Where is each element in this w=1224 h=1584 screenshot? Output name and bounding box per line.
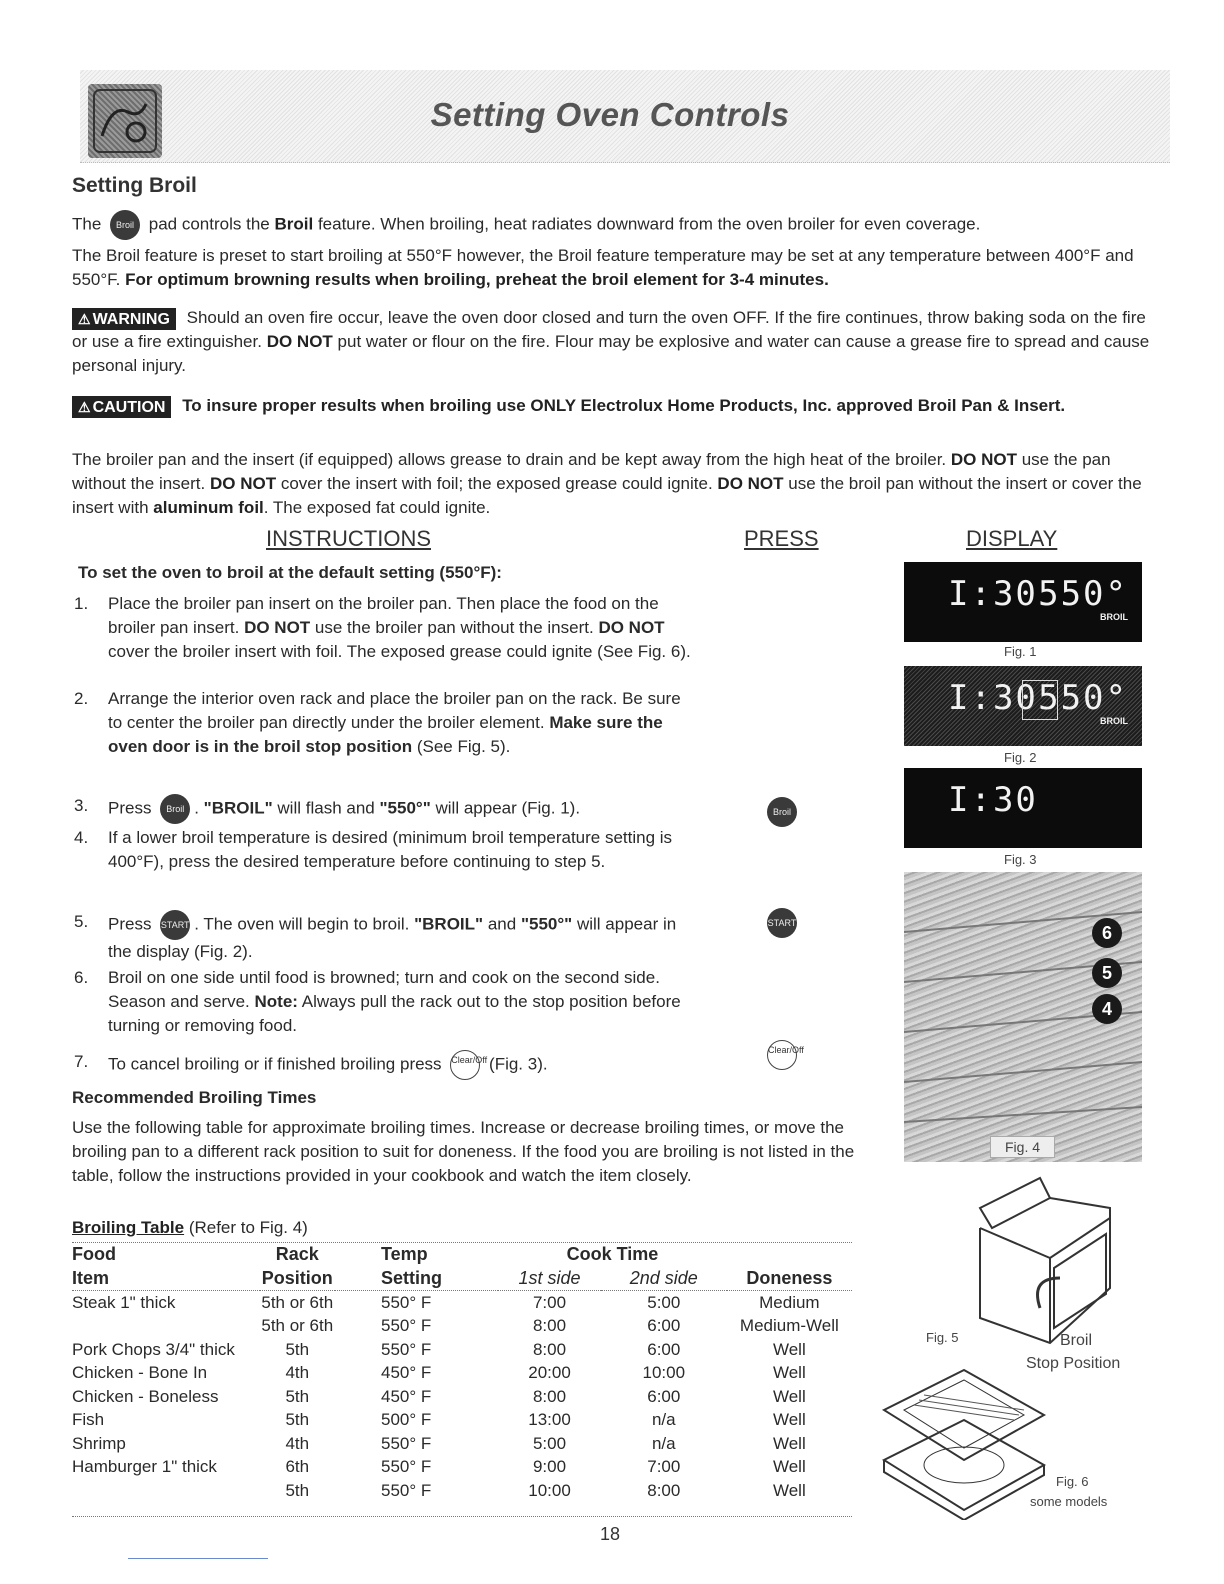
clear-off-pad-icon: Clear/Off bbox=[450, 1050, 480, 1080]
step-do-not: DO NOT bbox=[598, 618, 665, 637]
display-temp: 550° bbox=[1038, 574, 1128, 614]
display-time: I:30 bbox=[948, 780, 1038, 820]
display-time: I:30 bbox=[948, 574, 1038, 614]
intro-text: The bbox=[72, 214, 102, 234]
step-bold: Make sure the oven door is in the broil stop position bbox=[108, 713, 663, 756]
step-2 bbox=[74, 687, 694, 759]
broiler-pan-illustration bbox=[874, 1360, 1054, 1520]
table-cell: 550° F bbox=[381, 1339, 432, 1359]
rack-position-5-badge: 5 bbox=[1092, 958, 1122, 988]
broiling-table-body bbox=[72, 1291, 852, 1503]
step-text-part: Place the broiler pan insert on the broiler pan. Then place the food on the broiler pan insert. bbox=[108, 594, 659, 637]
step-text-part: . The oven will begin to broil. bbox=[194, 914, 410, 934]
step-6 bbox=[74, 966, 694, 1038]
step-number: 7. bbox=[74, 1052, 89, 1071]
step-text bbox=[108, 794, 694, 824]
table-header-cell: 1st side bbox=[518, 1267, 581, 1288]
step-text-part: cover the broiler insert with foil. The exposed grease could ignite (See Fig. 6). bbox=[108, 642, 691, 661]
step-number: 4. bbox=[74, 828, 89, 847]
display-mode: BROIL bbox=[1100, 716, 1128, 726]
step-text-part: (Fig. 3). bbox=[489, 1054, 548, 1074]
step-text: If a lower broil temperature is desired (minimum broil temperature setting is 400°F), press the desired temperature before continuing to step 5. bbox=[108, 828, 673, 871]
step-text bbox=[108, 592, 694, 664]
table-header-cell: Item bbox=[72, 1267, 110, 1288]
table-cell: 500° F bbox=[381, 1410, 432, 1430]
step-4 bbox=[74, 826, 694, 874]
table-cell: 5:00 bbox=[647, 1292, 681, 1312]
warning-text: Should an oven fire occur, leave the oven door closed and turn the oven OFF. If the fire continues, throw baking soda on the fire or use a fire extinguisher. bbox=[72, 308, 1146, 351]
table-row bbox=[72, 1315, 852, 1339]
table-cell: 5th or 6th bbox=[261, 1292, 334, 1312]
table-cell: 7:00 bbox=[647, 1457, 681, 1477]
table-cell: 6:00 bbox=[647, 1339, 681, 1359]
table-cell bbox=[72, 1479, 260, 1503]
table-cell: Well bbox=[772, 1363, 806, 1383]
clear-off-pad-icon: Clear/Off bbox=[767, 1040, 797, 1070]
step-text bbox=[108, 1050, 694, 1080]
column-header-press: PRESS bbox=[744, 526, 819, 551]
table-row bbox=[72, 1432, 852, 1456]
fig-2-caption: Fig. 2 bbox=[1004, 750, 1037, 765]
step-text-part: will appear in the display (Fig. 2). bbox=[108, 914, 677, 961]
table-cell: Chicken - Bone In bbox=[72, 1363, 208, 1383]
pan-text: cover the insert with foil; the exposed grease could ignite. bbox=[280, 474, 713, 493]
start-pad-icon: START bbox=[767, 908, 797, 938]
step-text-part: and bbox=[487, 914, 517, 934]
page-title: Setting Oven Controls bbox=[430, 96, 790, 133]
table-cell: Well bbox=[772, 1410, 806, 1430]
table-cell: n/a bbox=[651, 1433, 676, 1453]
table-cell: Well bbox=[772, 1386, 806, 1406]
step-text bbox=[108, 966, 694, 1038]
step-text bbox=[108, 687, 694, 759]
step-text-part: Press bbox=[108, 914, 152, 934]
table-cell: 8:00 bbox=[532, 1386, 567, 1406]
table-cell: 8:00 bbox=[532, 1316, 567, 1336]
table-header-cell: 2nd side bbox=[629, 1267, 698, 1288]
instructions-subtitle: To set the oven to broil at the default setting (550°F): bbox=[78, 563, 502, 582]
pan-do-not: DO NOT bbox=[209, 474, 277, 493]
column-header-instructions: INSTRUCTIONS bbox=[266, 526, 431, 551]
table-cell: Well bbox=[772, 1339, 806, 1359]
pan-aluminum-foil: aluminum foil bbox=[153, 498, 264, 517]
table-header-cell bbox=[727, 1243, 852, 1267]
step-1 bbox=[74, 592, 694, 664]
table-cell: Medium bbox=[759, 1292, 820, 1312]
table-cell: Shrimp bbox=[72, 1433, 126, 1453]
step-text-part: Arrange the interior oven rack and place the broiler pan on the rack. Be sure to center the broiler pan directly under the broiler element. bbox=[108, 689, 681, 732]
caution-triangle-icon: ⚠ bbox=[78, 398, 91, 415]
table-cell: Fish bbox=[72, 1410, 105, 1430]
step-do-not: DO NOT bbox=[244, 618, 311, 637]
intro-text: pad controls the bbox=[148, 214, 270, 234]
table-cell: 4th bbox=[285, 1363, 310, 1383]
broiler-pan-paragraph bbox=[72, 448, 1152, 520]
table-row bbox=[72, 1338, 852, 1362]
table-cell: 8:00 bbox=[647, 1480, 681, 1500]
step-text-part: . bbox=[194, 798, 204, 818]
table-cell: Hamburger 1" thick bbox=[72, 1457, 217, 1477]
table-cell: 5:00 bbox=[532, 1433, 567, 1453]
display-fig-2 bbox=[904, 666, 1142, 746]
table-bottom-rule bbox=[72, 1516, 852, 1517]
table-cell: 6th bbox=[285, 1457, 310, 1477]
step-bold: "550°" bbox=[520, 914, 573, 934]
table-cell: Steak 1" thick bbox=[72, 1292, 176, 1312]
broil-pad-icon: Broil bbox=[767, 797, 797, 827]
table-header-cell: Cook Time bbox=[566, 1244, 659, 1265]
intro-bold-preheat: For optimum browning results when broiling, preheat the broil element for 3-4 minutes. bbox=[125, 270, 829, 289]
step-number: 5. bbox=[74, 912, 89, 931]
table-cell: Well bbox=[772, 1433, 806, 1453]
table-cell: 450° F bbox=[381, 1386, 432, 1406]
oven-hand-icon bbox=[88, 84, 162, 158]
intro-bold-broil: Broil bbox=[274, 214, 314, 234]
step-text-part: will flash and bbox=[277, 798, 375, 818]
table-title-row bbox=[72, 1216, 572, 1240]
table-row bbox=[72, 1456, 852, 1480]
table-cell: Pork Chops 3/4" thick bbox=[72, 1339, 235, 1359]
step-text-part: Always pull the rack out to the stop position before turning or removing food. bbox=[108, 992, 681, 1035]
table-cell: 4th bbox=[285, 1433, 310, 1453]
display-time: I:30 bbox=[948, 678, 1038, 718]
step-bold: "BROIL" bbox=[414, 914, 484, 934]
step-number: 6. bbox=[74, 968, 89, 987]
pan-do-not: DO NOT bbox=[717, 474, 784, 493]
warning-text: put water or flour on the fire. Flour may be explosive and water can cause a grease fire to spread and cause personal injury. bbox=[72, 332, 1150, 375]
fig-5-label-broil: Broil bbox=[1060, 1332, 1093, 1349]
display-fig-1 bbox=[904, 562, 1142, 642]
table-cell: 450° F bbox=[381, 1363, 432, 1383]
step-bold: "550°" bbox=[379, 798, 431, 818]
table-row bbox=[72, 1409, 852, 1433]
table-header-cell: Doneness bbox=[746, 1267, 833, 1288]
table-cell: 5th or 6th bbox=[261, 1316, 334, 1336]
broil-pad-icon: Broil bbox=[160, 794, 190, 824]
table-cell: 5th bbox=[285, 1410, 310, 1430]
table-header-cell: Food bbox=[72, 1244, 116, 1265]
table-cell: 550° F bbox=[381, 1457, 432, 1477]
rack-position-6-badge: 6 bbox=[1092, 918, 1122, 948]
fig-5-caption: Fig. 5 bbox=[926, 1330, 959, 1345]
warning-badge bbox=[72, 308, 176, 330]
intro-text: The Broil feature is preset to start broiling at 550°F however, the Broil feature temperature may be set at any temperature between 400°F and 550°F. bbox=[72, 246, 1134, 289]
table-header-row-2 bbox=[72, 1267, 852, 1291]
step-5 bbox=[74, 910, 694, 964]
table-header-row-1 bbox=[72, 1243, 852, 1267]
step-bold: "BROIL" bbox=[203, 798, 273, 818]
table-cell: 5th bbox=[285, 1386, 310, 1406]
table-cell: 550° F bbox=[381, 1433, 432, 1453]
table-row bbox=[72, 1362, 852, 1386]
caution-badge bbox=[72, 396, 171, 418]
pan-text: use the pan without the insert. bbox=[72, 450, 1111, 493]
intro-text: feature. When broiling, heat radiates downward from the oven broiler for even coverage. bbox=[317, 214, 981, 234]
fig-4-caption: Fig. 4 bbox=[990, 1136, 1055, 1158]
rack-position-4-badge: 4 bbox=[1092, 994, 1122, 1024]
section-title: Setting Broil bbox=[72, 174, 197, 197]
table-header-cell: Position bbox=[261, 1267, 333, 1288]
table-cell: 10:00 bbox=[528, 1480, 571, 1500]
table-cell: 5th bbox=[285, 1339, 310, 1359]
table-row bbox=[72, 1385, 852, 1409]
recommended-text: Use the following table for approximate broiling times. Increase or decrease broiling times, or move the broiling pan to a different rack position to suit for doneness. If the food you are broiling is not listed in the table, follow the instructions provided in your cookbook and watch the item closely. bbox=[72, 1118, 855, 1185]
display-mode: BROIL bbox=[1100, 612, 1128, 622]
table-header-cell: Temp bbox=[381, 1244, 428, 1265]
table-title: Broiling Table bbox=[72, 1218, 185, 1237]
intro-paragraph-1 bbox=[72, 210, 1152, 240]
table-cell: 9:00 bbox=[532, 1457, 567, 1477]
table-cell: Well bbox=[772, 1457, 806, 1477]
table-cell: n/a bbox=[651, 1410, 676, 1430]
step-text-part: use the broiler pan without the insert. bbox=[314, 618, 594, 637]
table-cell: 10:00 bbox=[642, 1363, 686, 1383]
fig-3-caption: Fig. 3 bbox=[1004, 852, 1037, 867]
step-3 bbox=[74, 794, 694, 824]
step-number: 2. bbox=[74, 689, 89, 708]
table-cell: Chicken - Boneless bbox=[72, 1386, 219, 1406]
step-text bbox=[108, 910, 694, 964]
step-text-part: (See Fig. 5). bbox=[416, 737, 511, 756]
table-cell: 7:00 bbox=[532, 1292, 567, 1312]
recommended-title: Recommended Broiling Times bbox=[72, 1088, 317, 1107]
caution-paragraph bbox=[72, 394, 1152, 418]
table-cell: Well bbox=[772, 1480, 806, 1500]
table-cell: 550° F bbox=[381, 1480, 432, 1500]
table-cell: 5th bbox=[285, 1480, 310, 1500]
caution-badge-label: CAUTION bbox=[92, 398, 166, 416]
pan-text: use the broil pan without the insert or cover the insert with bbox=[72, 474, 1142, 517]
step-text-part: Broil on one side until food is browned; turn and cook on the second side. Season and serve. bbox=[108, 968, 660, 1011]
fig-1-caption: Fig. 1 bbox=[1004, 644, 1037, 659]
fig-5-label-stop-position: Stop Position bbox=[1026, 1355, 1121, 1372]
step-bold: Note: bbox=[254, 992, 298, 1011]
range-broil-stop-illustration bbox=[970, 1168, 1120, 1346]
table-cell: 6:00 bbox=[647, 1316, 681, 1336]
table-cell: 20:00 bbox=[528, 1363, 571, 1383]
table-cell: 13:00 bbox=[528, 1410, 571, 1430]
step-number: 1. bbox=[74, 594, 89, 613]
display-fig-3 bbox=[904, 768, 1142, 848]
table-reference: (Refer to Fig. 4) bbox=[188, 1218, 308, 1237]
display-temp: 550° bbox=[1038, 678, 1128, 718]
page-number: 18 bbox=[600, 1524, 621, 1544]
table-row bbox=[72, 1291, 852, 1315]
table-header-cell: Rack bbox=[275, 1244, 319, 1265]
warning-paragraph bbox=[72, 306, 1152, 378]
table-header-cell: Setting bbox=[381, 1267, 442, 1288]
oven-hand-icon-graphic bbox=[88, 84, 162, 158]
warning-do-not: DO NOT bbox=[266, 332, 333, 351]
warning-badge-label: WARNING bbox=[92, 310, 170, 328]
step-7 bbox=[74, 1050, 694, 1080]
fig-6-caption: Fig. 6 bbox=[1056, 1474, 1089, 1489]
intro-paragraph-2 bbox=[72, 244, 1152, 292]
broil-pad-icon: Broil bbox=[110, 210, 140, 240]
table-cell: 6:00 bbox=[647, 1386, 681, 1406]
pan-text: . The exposed fat could ignite. bbox=[263, 498, 491, 517]
warning-triangle-icon: ⚠ bbox=[78, 310, 91, 327]
pan-do-not: DO NOT bbox=[950, 450, 1017, 469]
start-pad-icon: START bbox=[160, 910, 190, 940]
broiling-table bbox=[72, 1243, 852, 1503]
step-text-part: Press bbox=[108, 798, 152, 818]
table-row bbox=[72, 1479, 852, 1503]
table-cell: 550° F bbox=[381, 1292, 432, 1312]
column-header-display: DISPLAY bbox=[966, 526, 1058, 551]
step-number: 3. bbox=[74, 796, 89, 815]
step-text-part: will appear (Fig. 1). bbox=[435, 798, 581, 818]
caution-text: To insure proper results when broiling use ONLY Electrolux Home Products, Inc. approved Broil Pan & Insert. bbox=[182, 396, 1066, 415]
fig-6-subcaption: some models bbox=[1030, 1494, 1108, 1509]
pan-text: The broiler pan and the insert (if equipped) allows grease to drain and be kept away from the high heat of the broiler. bbox=[72, 450, 947, 469]
table-cell: Medium-Well bbox=[739, 1316, 839, 1336]
footer-rule bbox=[128, 1558, 268, 1559]
table-cell bbox=[72, 1315, 260, 1339]
step-text-part: To cancel broiling or if finished broiling press bbox=[108, 1054, 442, 1074]
table-cell: 550° F bbox=[381, 1316, 432, 1336]
table-cell: 8:00 bbox=[532, 1339, 567, 1359]
